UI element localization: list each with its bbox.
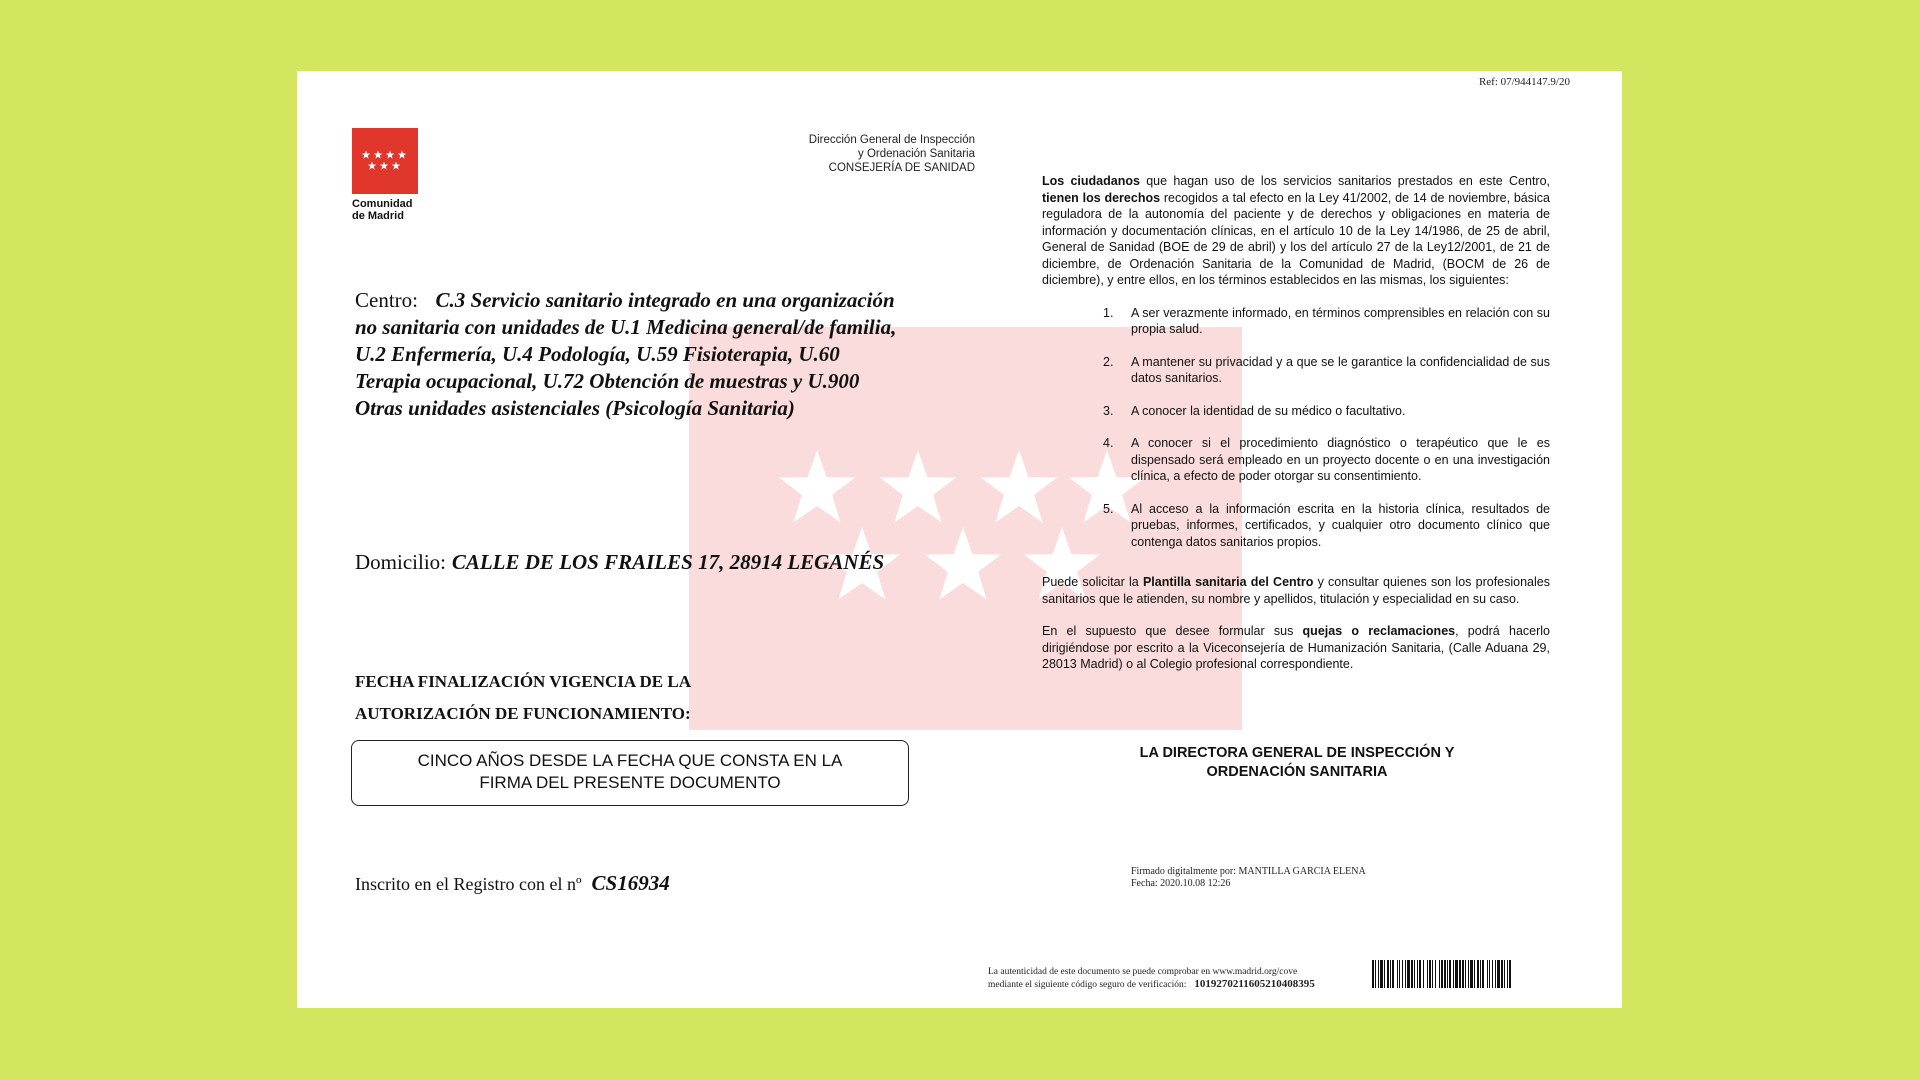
director-line-1: LA DIRECTORA GENERAL DE INSPECCIÓN Y xyxy=(1139,745,1455,761)
rights-intro-text-2: recogidos a tal efecto en la Ley 41/2002, de 14 de noviembre, básica reguladora de la autonomía del paciente y de derechos y obligaciones en materia de información y documentación clínicas, en el artículo 10 de la Ley 14/1986, de 25 de abril, General de Sanidad (BOE de 29 de abril) y los del artículo 27 de la Ley12/2001, de 21 de diciembre, de Ordenación Sanitaria de la Comunidad de Madrid, (BOCM de 26 de diciembre), y entre ellos, en los términos establecidos en las mismas, los siguientes: xyxy=(1042,190,1550,287)
rights-intro-bold-1: Los ciudadanos xyxy=(1042,174,1140,188)
centro-section xyxy=(355,287,907,422)
rights-item-number: 3. xyxy=(1103,403,1114,418)
rights-list-item xyxy=(1042,305,1550,338)
rights-list-item xyxy=(1042,403,1550,420)
comunidad-madrid-logo xyxy=(352,128,418,194)
logo-line-2: de Madrid xyxy=(352,210,404,222)
vigencia-box-line-2: FIRMA DEL PRESENTE DOCUMENTO xyxy=(479,773,781,792)
centro-label: Centro: xyxy=(355,288,418,312)
rights-item-number: 4. xyxy=(1103,436,1114,450)
vigencia-title xyxy=(355,666,855,730)
quejas-bold: quejas o reclamaciones xyxy=(1302,624,1456,638)
rights-list xyxy=(1042,305,1550,551)
agency-header xyxy=(775,133,975,175)
plantilla-bold: Plantilla sanitaria del Centro xyxy=(1142,575,1314,589)
patient-rights-text xyxy=(1042,173,1550,673)
rights-item-text: Al acceso a la información escrita en la historia clínica, resultados de pruebas, informes, certificados, y cualquier otro documento clínico que contenga datos sanitarios propios. xyxy=(1131,501,1550,549)
quejas-paragraph xyxy=(1042,623,1550,673)
domicilio-label: Domicilio: xyxy=(355,550,446,574)
verification-line-1: La autenticidad de este documento se puede comprobar en www.madrid.org/cove xyxy=(988,967,1298,977)
rights-intro-bold-2: tienen los derechos xyxy=(1042,190,1161,205)
firma-line-1: Firmado digitalmente por: MANTILLA GARCIA ELENA xyxy=(1131,866,1366,877)
verification-code: 1019270211605210408395 xyxy=(1194,978,1315,990)
director-signature-title xyxy=(1057,744,1537,782)
agency-line-2: y Ordenación Sanitaria xyxy=(858,148,975,160)
digital-signature xyxy=(1131,866,1366,890)
rights-item-text: A conocer si el procedimiento diagnóstico o terapéutico que le es dispensado será empleado en un proyecto docente o en una investigación clínica, a efecto de poder otorgar su consentimiento. xyxy=(1131,436,1550,483)
vigencia-title-line-2: AUTORIZACIÓN DE FUNCIONAMIENTO: xyxy=(355,704,691,723)
rights-list-item xyxy=(1042,501,1550,551)
vigencia-title-line-1: FECHA FINALIZACIÓN VIGENCIA DE LA xyxy=(355,672,691,691)
centro-value: C.3 Servicio sanitario integrado en una organización no sanitaria con unidades de U.1 Medicina general/de familia, U.2 Enfermería, U.4 Podología, U.59 Fisioterapia, U.60 Terapia ocupacional, U.72 Obtención de muestras y U.900 Otras unidades asistenciales (Psicología Sanitaria) xyxy=(355,288,897,420)
domicilio-value: CALLE DE LOS FRAILES 17, 28914 LEGANÉS xyxy=(451,550,885,574)
registro-section xyxy=(355,871,670,896)
verification-note xyxy=(988,966,1315,991)
rights-intro-text-1: que hagan uso de los servicios sanitarios prestados en este Centro, xyxy=(1139,174,1551,188)
logo-line-1: Comunidad xyxy=(352,198,413,210)
reference-number: Ref: 07/944147.9/20 xyxy=(1478,76,1570,88)
quejas-text-1: En el supuesto que desee formular sus xyxy=(1042,624,1303,638)
logo-wordmark xyxy=(352,198,413,222)
domicilio-section xyxy=(355,549,895,576)
registro-label: Inscrito en el Registro con el nº xyxy=(355,874,582,894)
plantilla-paragraph xyxy=(1042,574,1550,607)
registro-number: CS16934 xyxy=(591,871,670,895)
barcode-icon xyxy=(1372,960,1512,988)
stars-icon xyxy=(352,128,418,194)
quejas-text-2: , podrá hacerlo dirigiéndose por escrito a la Viceconsejería de Humanización Sanitaria, (Calle Aduana 29, 28013 Madrid) o al Colegio profesional correspondiente. xyxy=(1042,624,1550,671)
rights-item-number: 5. xyxy=(1103,501,1114,516)
firma-line-2: Fecha: 2020.10.08 12:26 xyxy=(1131,878,1231,889)
rights-list-item xyxy=(1042,354,1550,387)
plantilla-text-1: Puede solicitar la xyxy=(1042,575,1143,589)
agency-line-1: Dirección General de Inspección xyxy=(808,134,975,146)
agency-line-3: CONSEJERÍA DE SANIDAD xyxy=(828,162,975,174)
rights-item-text: A ser verazmente informado, en términos comprensibles en relación con su propia salud. xyxy=(1131,305,1550,336)
rights-item-number: 2. xyxy=(1103,354,1114,369)
vigencia-box xyxy=(351,740,909,806)
verification-line-2: mediante el siguiente código seguro de verificación: xyxy=(988,980,1187,990)
vigencia-box-line-1: CINCO AÑOS DESDE LA FECHA QUE CONSTA EN LA xyxy=(417,751,843,770)
rights-item-text: A mantener su privacidad y a que se le garantice la confidencialidad de sus datos sanitarios. xyxy=(1131,354,1550,385)
rights-intro xyxy=(1042,173,1550,289)
rights-item-text: A conocer la identidad de su médico o facultativo. xyxy=(1131,403,1406,418)
plantilla-text-2: y consultar quienes son los profesionales sanitarios que le atienden, su nombre y apellidos, titulación y especialidad en su caso. xyxy=(1042,575,1550,606)
rights-item-number: 1. xyxy=(1103,305,1114,320)
rights-list-item xyxy=(1042,435,1550,485)
document-page xyxy=(297,71,1622,1008)
director-line-2: ORDENACIÓN SANITARIA xyxy=(1206,764,1388,780)
